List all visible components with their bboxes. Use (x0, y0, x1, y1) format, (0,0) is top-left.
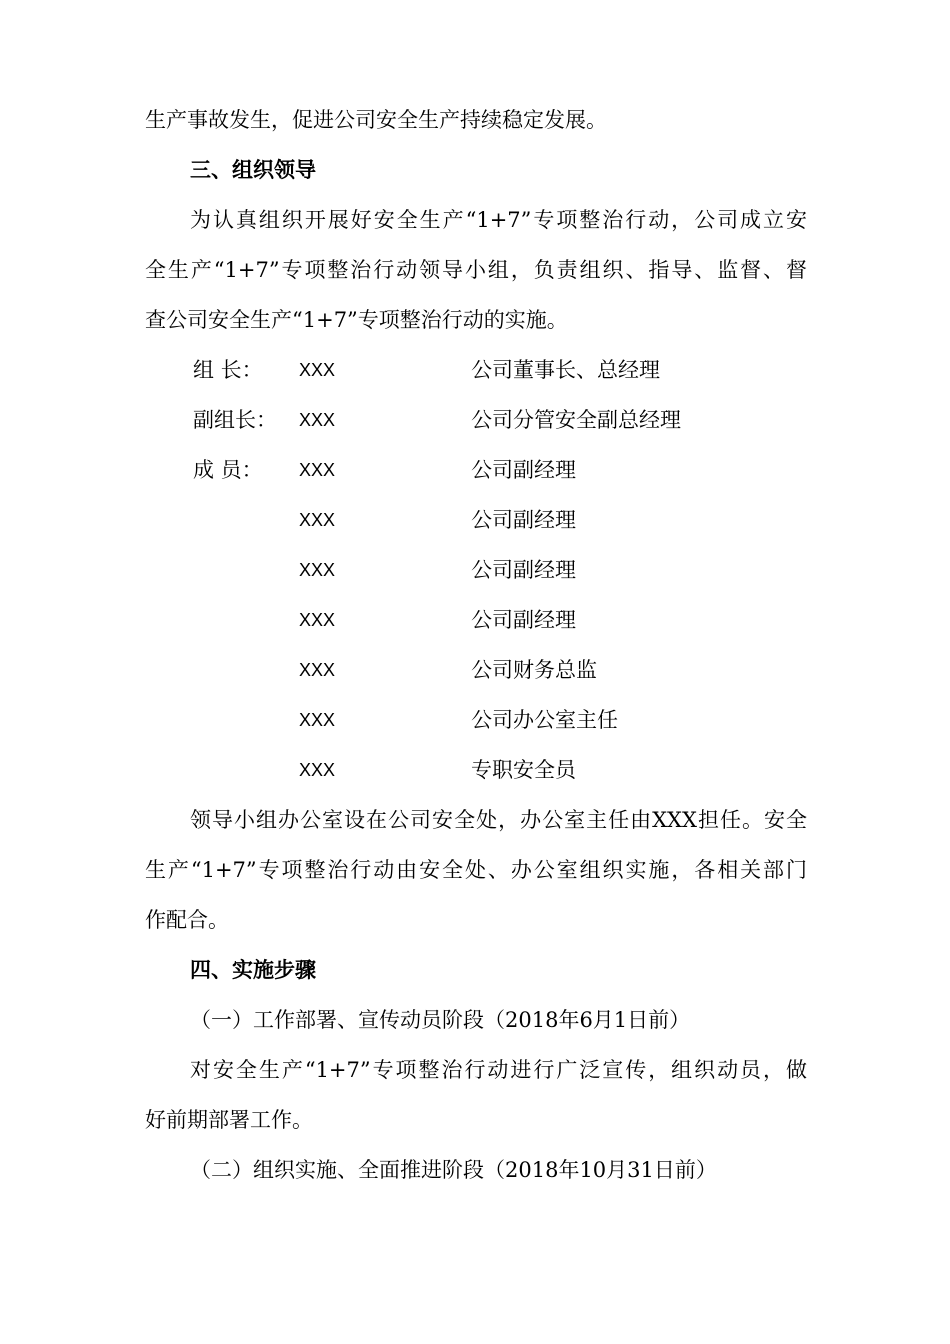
paragraph-line: 查公司安全生产“1+7”专项整治行动的实施。 (145, 308, 568, 332)
member-name: XXX (299, 460, 336, 480)
member-title: 公司分管安全副总经理 (471, 408, 681, 432)
member-role: 组 长： (193, 358, 263, 382)
paragraph-line: 对安全生产“1+7”专项整治行动进行广泛宣传，组织动员，做 (190, 1058, 807, 1082)
phase-title: （一）工作部署、宣传动员阶段（2018年6月1日前） (190, 1008, 691, 1032)
member-title: 公司副经理 (471, 558, 576, 582)
member-role: 副组长： (193, 408, 277, 432)
member-row (0, 755, 950, 785)
member-title: 公司副经理 (471, 608, 576, 632)
section-heading-organization: 三、组织领导 (190, 157, 316, 182)
member-title: 公司财务总监 (471, 658, 597, 682)
phase-title: （二）组织实施、全面推进阶段（2018年10月31日前） (190, 1158, 717, 1182)
member-name: XXX (299, 410, 336, 430)
member-name: XXX (299, 760, 336, 780)
member-name: XXX (299, 610, 336, 630)
member-row (0, 455, 950, 485)
member-row (0, 605, 950, 635)
paragraph-line: 为认真组织开展好安全生产“1+7”专项整治行动，公司成立安 (190, 208, 807, 232)
member-row (0, 555, 950, 585)
paragraph-line: 全生产“1+7”专项整治行动领导小组，负责组织、指导、监督、督 (145, 258, 807, 282)
member-row (0, 355, 950, 385)
member-title: 公司副经理 (471, 458, 576, 482)
paragraph-line: 生产“1+7”专项整治行动由安全处、办公室组织实施，各相关部门 (145, 858, 807, 882)
member-title: 公司董事长、总经理 (471, 358, 660, 382)
member-name: XXX (299, 360, 336, 380)
section-heading-implementation: 四、实施步骤 (190, 957, 316, 982)
member-row (0, 705, 950, 735)
member-name: XXX (299, 510, 336, 530)
member-name: XXX (299, 660, 336, 680)
paragraph-line: 领导小组办公室设在公司安全处，办公室主任由XXX担任。安全 (190, 808, 807, 832)
member-row (0, 505, 950, 535)
member-name: XXX (299, 710, 336, 730)
member-row (0, 405, 950, 435)
member-title: 专职安全员 (471, 758, 576, 782)
paragraph-line: 好前期部署工作。 (145, 1108, 313, 1132)
member-name: XXX (299, 560, 336, 580)
paragraph-continued: 生产事故发生，促进公司安全生产持续稳定发展。 (145, 108, 607, 132)
member-row (0, 655, 950, 685)
paragraph-line: 作配合。 (145, 908, 229, 932)
member-title: 公司办公室主任 (471, 708, 618, 732)
member-title: 公司副经理 (471, 508, 576, 532)
member-role: 成 员： (193, 458, 263, 482)
